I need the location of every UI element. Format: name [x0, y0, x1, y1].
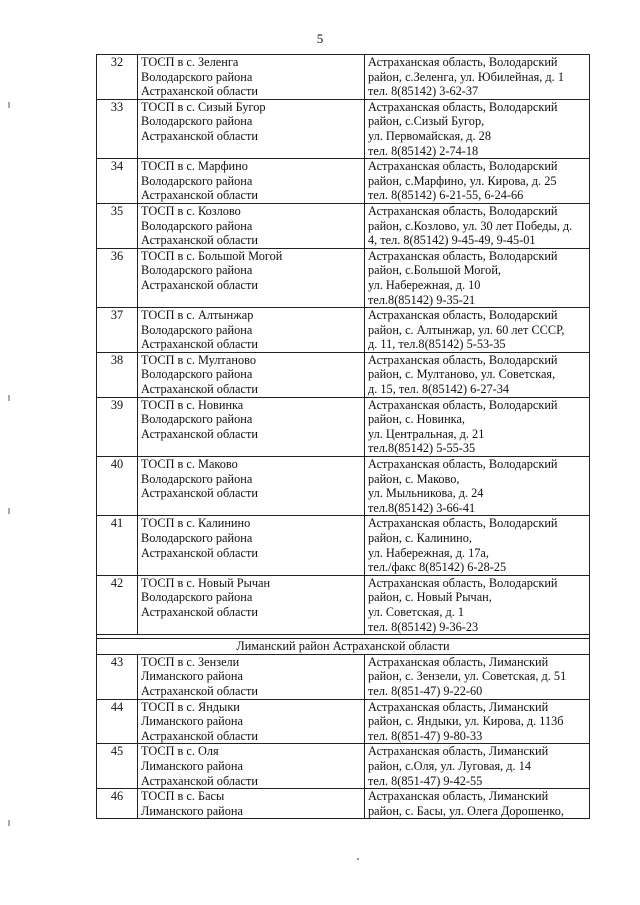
- row-number: 45: [97, 744, 138, 789]
- office-address-line: д. 11, тел.8(85142) 5-53-35: [368, 337, 506, 352]
- office-address-line: район, с.Козлово, ул. 30 лет Победы, д.: [368, 218, 573, 233]
- office-name-line: Лиманского района: [141, 758, 243, 773]
- office-name-line: ТОСП в с. Калинино: [141, 516, 251, 531]
- office-name-line: Володарского района: [141, 322, 253, 337]
- table-row: [97, 55, 590, 100]
- office-name-line: Володарского района: [141, 590, 253, 605]
- office-name: [138, 55, 365, 100]
- office-name-line: ТОСП в с. Марфино: [141, 159, 248, 174]
- office-address: [365, 575, 590, 634]
- margin-mark: [8, 395, 10, 401]
- office-name-line: Астраханской области: [141, 277, 258, 292]
- office-address-line: Астраханская область, Володарский: [368, 248, 558, 263]
- office-address-line: ул. Первомайская, д. 28: [368, 128, 491, 143]
- office-address: [365, 308, 590, 353]
- office-name-line: ТОСП в с. Новинка: [141, 397, 244, 412]
- office-name-line: Володарского района: [141, 471, 253, 486]
- office-address-line: район, с. Зензели, ул. Советская, д. 51: [368, 669, 567, 684]
- office-address-line: тел. 8(851-47) 9-42-55: [368, 773, 483, 788]
- office-name: [138, 397, 365, 456]
- office-name-line: Астраханской области: [141, 382, 258, 397]
- office-address-line: ул. Набережная, д. 17а,: [368, 545, 489, 560]
- office-address-line: район, с. Яндыки, ул. Кирова, д. 113б: [368, 714, 564, 729]
- office-name-line: Астраханской области: [141, 337, 258, 352]
- office-name-line: Астраханской области: [141, 773, 258, 788]
- office-name-line: ТОСП в с. Оля: [141, 744, 219, 759]
- office-name-line: ТОСП в с. Зензели: [141, 654, 240, 669]
- margin-mark: [8, 508, 10, 514]
- office-address-line: Астраханская область, Лиманский: [368, 699, 549, 714]
- office-address-line: Астраханская область, Володарский: [368, 397, 558, 412]
- office-name: [138, 744, 365, 789]
- office-name-line: ТОСП в с. Маково: [141, 457, 238, 472]
- office-address: [365, 789, 590, 819]
- office-address-line: тел. 8(851-47) 9-22-60: [368, 683, 483, 698]
- office-name: [138, 457, 365, 516]
- office-address-line: тел./факс 8(85142) 6-28-25: [368, 560, 507, 575]
- office-address-line: район, с. Маково,: [368, 471, 460, 486]
- office-address-line: Астраханская область, Володарский: [368, 308, 558, 323]
- office-name-line: ТОСП в с. Новый Рычан: [141, 575, 271, 590]
- office-name-line: ТОСП в с. Зеленга: [141, 55, 239, 69]
- office-address-line: Астраханская область, Володарский: [368, 575, 558, 590]
- row-number: 42: [97, 575, 138, 634]
- office-address-line: район, с. Басы, ул. Олега Дорошенко,: [368, 803, 564, 818]
- office-name-line: Астраханской области: [141, 426, 258, 441]
- office-address: [365, 744, 590, 789]
- section-title: Лиманский район Астраханской области: [97, 639, 590, 655]
- table-row: [97, 159, 590, 204]
- office-address-line: Астраханская область, Володарский: [368, 159, 558, 174]
- office-name: [138, 575, 365, 634]
- office-address-line: ул. Мыльникова, д. 24: [368, 486, 484, 501]
- table-row: [97, 457, 590, 516]
- office-address-line: тел. 8(851-47) 9-80-33: [368, 728, 483, 743]
- office-name-line: Володарского района: [141, 218, 253, 233]
- office-name: [138, 699, 365, 744]
- office-name: [138, 99, 365, 158]
- office-name-line: ТОСП в с. Алтынжар: [141, 308, 254, 323]
- office-address: [365, 654, 590, 699]
- registry-table: [96, 54, 590, 819]
- row-number: 35: [97, 203, 138, 248]
- office-name-line: Володарского района: [141, 114, 253, 129]
- office-address: [365, 55, 590, 100]
- section-row: [97, 639, 590, 655]
- office-address-line: район, с. Мултаново, ул. Советская,: [368, 367, 556, 382]
- row-number: 38: [97, 352, 138, 397]
- office-name-line: Астраханской области: [141, 233, 258, 248]
- page-number: 5: [316, 31, 324, 46]
- table-row: [97, 308, 590, 353]
- office-address-line: район, с.Оля, ул. Луговая, д. 14: [368, 758, 531, 773]
- table-row: [97, 575, 590, 634]
- office-name-line: Астраханской области: [141, 188, 258, 203]
- limansky-rows: [97, 654, 590, 819]
- office-name-line: Астраханской области: [141, 683, 258, 698]
- office-address-line: Астраханская область, Володарский: [368, 516, 558, 531]
- office-address: [365, 352, 590, 397]
- table-row: [97, 699, 590, 744]
- row-number: 33: [97, 99, 138, 158]
- office-name-line: Володарского района: [141, 531, 253, 545]
- table-row: [97, 744, 590, 789]
- office-address-line: район, с.Зеленга, ул. Юбилейная, д. 1: [368, 69, 564, 84]
- table-row: [97, 352, 590, 397]
- office-address: [365, 203, 590, 248]
- office-name-line: ТОСП в с. Басы: [141, 789, 225, 804]
- office-address-line: район, с. Калинино,: [368, 531, 472, 545]
- office-address-line: Астраханская область, Володарский: [368, 457, 558, 472]
- row-number: 41: [97, 516, 138, 575]
- office-name: [138, 248, 365, 307]
- row-number: 46: [97, 789, 138, 819]
- row-number: 39: [97, 397, 138, 456]
- table-row: [97, 99, 590, 158]
- office-address-line: тел. 8(85142) 3-62-37: [368, 84, 479, 99]
- table-row: [97, 516, 590, 575]
- office-address-line: Астраханская область, Володарский: [368, 352, 558, 367]
- office-name: [138, 352, 365, 397]
- office-name-line: ТОСП в с. Большой Могой: [141, 248, 283, 263]
- office-name: [138, 516, 365, 575]
- office-name-line: ТОСП в с. Яндыки: [141, 699, 240, 714]
- office-address-line: тел.8(85142) 9-35-21: [368, 292, 476, 307]
- table-row: [97, 654, 590, 699]
- office-address-line: д. 15, тел. 8(85142) 6-27-34: [368, 382, 510, 397]
- office-address-line: тел.8(85142) 3-66-41: [368, 500, 476, 515]
- office-name-line: Лиманского района: [141, 669, 243, 684]
- office-address: [365, 699, 590, 744]
- office-name-line: Астраханской области: [141, 545, 258, 560]
- office-address: [365, 99, 590, 158]
- office-name-line: ТОСП в с. Мултаново: [141, 352, 256, 367]
- office-name-line: Лиманского района: [141, 714, 243, 729]
- office-name-line: Астраханской области: [141, 728, 258, 743]
- row-number: 40: [97, 457, 138, 516]
- volodarsky-rows: [97, 55, 590, 635]
- office-address-line: ул. Советская, д. 1: [368, 604, 465, 619]
- office-name-line: Володарского района: [141, 173, 253, 188]
- office-name-line: Лиманского района: [141, 803, 243, 818]
- office-name-line: Астраханской области: [141, 128, 258, 143]
- office-name-line: Володарского района: [141, 367, 253, 382]
- office-address-line: район, с.Сизый Бугор,: [368, 114, 485, 129]
- row-number: 37: [97, 308, 138, 353]
- office-name-line: ТОСП в с. Сизый Бугор: [141, 99, 266, 114]
- margin-mark: [8, 102, 10, 108]
- office-name-line: Астраханской области: [141, 84, 258, 99]
- office-address: [365, 248, 590, 307]
- office-address-line: район, с.Марфино, ул. Кирова, д. 25: [368, 173, 557, 188]
- office-address-line: ул. Набережная, д. 10: [368, 277, 481, 292]
- table-row: [97, 203, 590, 248]
- office-name-line: Володарского района: [141, 69, 253, 84]
- row-number: 34: [97, 159, 138, 204]
- office-address-line: район, с.Большой Могой,: [368, 263, 501, 278]
- office-address-line: тел. 8(85142) 9-36-23: [368, 619, 479, 634]
- row-number: 43: [97, 654, 138, 699]
- table-row: [97, 397, 590, 456]
- office-name: [138, 654, 365, 699]
- office-address-line: тел. 8(85142) 2-74-18: [368, 143, 479, 158]
- office-address-line: Астраханская область, Лиманский: [368, 789, 549, 804]
- office-address: [365, 457, 590, 516]
- office-name: [138, 789, 365, 819]
- scan-dot: [357, 858, 359, 860]
- office-name: [138, 159, 365, 204]
- section-header: [97, 635, 590, 655]
- office-name: [138, 308, 365, 353]
- office-address-line: Астраханская область, Володарский: [368, 99, 558, 114]
- office-name-line: Астраханской области: [141, 604, 258, 619]
- office-address-line: тел. 8(85142) 6-21-55, 6-24-66: [368, 188, 524, 203]
- office-name: [138, 203, 365, 248]
- office-address: [365, 159, 590, 204]
- office-address-line: тел.8(85142) 5-55-35: [368, 441, 476, 456]
- office-name-line: Володарского района: [141, 263, 253, 278]
- row-number: 44: [97, 699, 138, 744]
- office-address: [365, 397, 590, 456]
- row-number: 36: [97, 248, 138, 307]
- office-name-line: Астраханской области: [141, 486, 258, 501]
- office-address-line: Астраханская область, Володарский: [368, 203, 558, 218]
- table-row: [97, 248, 590, 307]
- office-address-line: район, с. Алтынжар, ул. 60 лет СССР,: [368, 322, 565, 337]
- office-address-line: район, с. Новинка,: [368, 412, 465, 427]
- office-address-line: Астраханская область, Лиманский: [368, 744, 549, 759]
- row-number: 32: [97, 55, 138, 100]
- office-name-line: Володарского района: [141, 412, 253, 427]
- office-address-line: ул. Центральная, д. 21: [368, 426, 485, 441]
- office-address-line: район, с. Новый Рычан,: [368, 590, 492, 605]
- office-address: [365, 516, 590, 575]
- office-address-line: Астраханская область, Лиманский: [368, 654, 549, 669]
- office-address-line: 4, тел. 8(85142) 9-45-49, 9-45-01: [368, 233, 536, 248]
- office-name-line: ТОСП в с. Козлово: [141, 203, 241, 218]
- table-row: [97, 789, 590, 819]
- office-address-line: Астраханская область, Володарский: [368, 55, 558, 69]
- margin-mark: [8, 820, 10, 826]
